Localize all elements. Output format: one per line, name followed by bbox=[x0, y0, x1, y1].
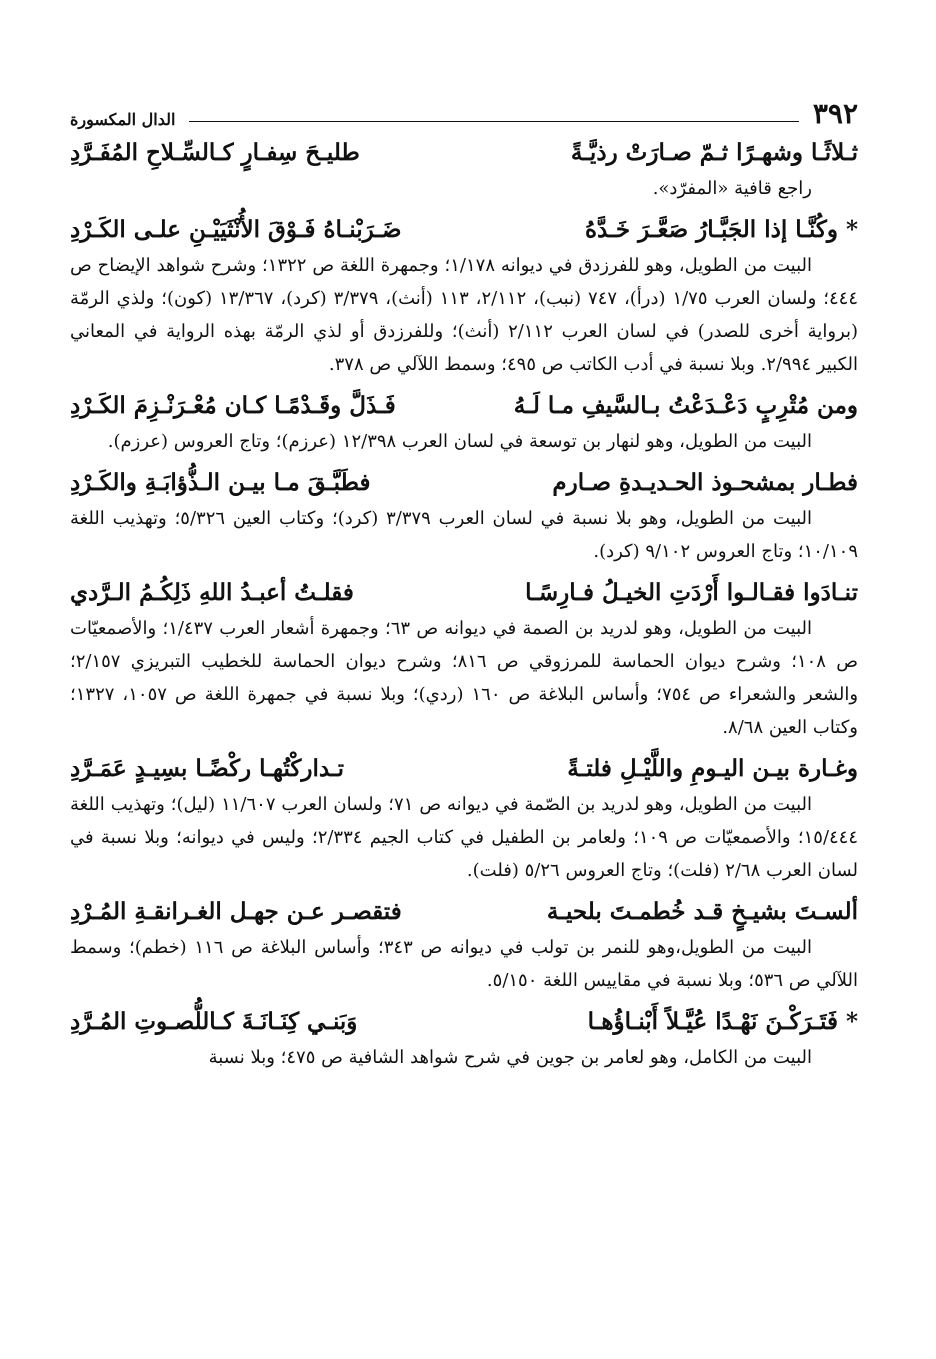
verse-line bbox=[70, 895, 858, 929]
verse-first-half bbox=[514, 389, 858, 423]
verse-first-half bbox=[588, 1005, 858, 1039]
verse-first-half bbox=[525, 576, 858, 610]
verse-first-half bbox=[547, 895, 858, 929]
verse-line bbox=[70, 1005, 858, 1039]
verse-hemistich-2: طليـحَ سِفـارٍ كـالسِّـلاحِ المُفَـرَّدِ bbox=[70, 139, 360, 166]
running-title: الدال المكسورة bbox=[70, 110, 176, 129]
entry-note: البيت من الكامل، وهو لعامر بن جوين في شرح شواهد الشافية ص ٤٧٥؛ وبلا نسبة bbox=[208, 1047, 812, 1068]
verse-line bbox=[70, 576, 858, 610]
verse-hemistich-2: فتقصـر عـن جهـل الغـرانقـةِ المُـرْدِ bbox=[70, 898, 402, 925]
verse-first-half bbox=[567, 752, 858, 786]
entry-note: البيت من الطويل، وهو للفرزدق في ديوانه ١/١٧٨؛ وجمهرة اللغة ص ١٣٢٢؛ وشرح شواهد الإيضاح ص ٤٤٤؛ ولسان العرب ١/٧٥ (درأ)، ٧٤٧ (نبب)، ٢/١١٢، ١١٣ (أنث)، ٣/٣٧٩ (كرد)، ١٣/٣٦٧ (كون)؛ ولذي الرمّة (برواية أخرى للصدر) في لسان العرب ٢/١١٢ (أنث)؛ وللفرزدق أو لذي الرمّة بهذه الرواية في المعاني الكبير ٢/٩٩٤. وبلا نسبة في أدب الكاتب ص ٤٩٥؛ وسمط اللآلي ص ٣٧٨. bbox=[70, 255, 858, 375]
verse-hemistich-2: ضَـرَبْنـاهُ فَـوْقَ الأُنْثَيَيْـنِ علـى الكَـرْدِ bbox=[70, 216, 402, 243]
verse-hemistich-2: تـداركْتُهـا ركْضًـا بسِيـدٍ عَمَـرَّدِ bbox=[70, 755, 345, 782]
verse-first-half bbox=[552, 466, 858, 500]
star-marker: * bbox=[845, 1008, 858, 1035]
verse-line bbox=[70, 136, 858, 170]
verse-first-half bbox=[585, 213, 858, 247]
verse-hemistich-1: فطـار بمشحـوذ الحـديـدةِ صـارم bbox=[552, 469, 858, 496]
verse-line bbox=[70, 466, 858, 500]
entry-note: البيت من الطويل، وهو لنهار بن توسعة في لسان العرب ١٢/٣٩٨ (عرزم)؛ وتاج العروس (عرزم). bbox=[107, 431, 812, 452]
entry-note: راجع قافية «المفرّد». bbox=[652, 178, 812, 199]
verse-first-half bbox=[571, 136, 858, 170]
entry-note: البيت من الطويل، وهو لدريد بن الصمة في ديوانه ص ٦٣؛ وجمهرة أشعار العرب ١/٤٣٧؛ والأصمعيّات ص ١٠٨؛ وشرح ديوان الحماسة للمرزوقي ص ٨١٦؛ وشرح ديوان الحماسة للخطيب التبريزي ٢/١٥٧؛ والشعر والشعراء ص ٧٥٤؛ وأساس البلاغة ص ١٦٠ (ردي)؛ وبلا نسبة في جمهرة اللغة ص ١٠٥٧، ١٣٢٧؛ وكتاب العين ٨/٦٨. bbox=[70, 618, 859, 738]
verse-hemistich-2: فقلـتُ أعبـدُ اللهِ ذَلِكُـمُ الـرَّدي bbox=[70, 579, 354, 606]
verse-hemistich-2: فطَبَّـقَ مـا بيـن الـذُّؤابَـةِ والكَـرْدِ bbox=[70, 469, 371, 496]
entry-note: البيت من الطويل، وهو بلا نسبة في لسان العرب ٣/٣٧٩ (كرد)؛ وكتاب العين ٥/٣٢٦؛ وتهذيب اللغة ١٠/١٠٩؛ وتاج العروس ٩/١٠٢ (كرد). bbox=[70, 508, 858, 562]
verse-hemistich-2: فَـذَلَّ وقَـدْمًـا كـان مُعْـرَنْـزِمَ الكَـرْدِ bbox=[70, 392, 396, 419]
page-header bbox=[70, 92, 858, 128]
star-marker: * bbox=[845, 216, 858, 243]
verse-line bbox=[70, 752, 858, 786]
entry-note: البيت من الطويل، وهو لدريد بن الصّمة في ديوانه ص ٧١؛ ولسان العرب ١١/٦٠٧ (ليل)؛ وتهذيب اللغة ١٥/٤٤٤؛ والأصمعيّات ص ١٠٩؛ ولعامر بن الطفيل في كتاب الجيم ٢/٣٣٤؛ وليس في ديوانه؛ وبلا نسبة في لسان العرب ٢/٦٨ (فلت)؛ وتاج العروس ٥/٢٦ (فلت). bbox=[70, 794, 859, 881]
verse-hemistich-1: ومن مُتْرِبٍ دَعْـدَعْتُ بـالسَّيفِ مـا لَـهُ bbox=[513, 392, 858, 419]
verse-hemistich-1: فَتَـرَكْـنَ نَهْـدًا عُيَّـلاً أَبْنـاؤُهـا bbox=[587, 1008, 838, 1035]
verse-hemistich-1: وغـارة بيـن اليـومِ واللَّيْـلِ فلتـةً bbox=[567, 755, 858, 782]
verse-hemistich-1: وكُنَّـا إذا الجَبَّـارُ صَعَّـرَ خَـدَّهُ bbox=[585, 216, 838, 243]
page-number: ٣٩٢ bbox=[812, 97, 858, 130]
verse-line bbox=[70, 389, 858, 423]
verse-line bbox=[70, 213, 858, 247]
entry-note: البيت من الطويل،وهو للنمر بن تولب في ديوانه ص ٣٤٣؛ وأساس البلاغة ص ١١٦ (خطم)؛ وسمط اللآلي ص ٥٣٦؛ وبلا نسبة في مقاييس اللغة ٥/١٥٠. bbox=[70, 937, 858, 991]
header-rule bbox=[189, 121, 798, 122]
verse-hemistich-1: ثـلاثًـا وشهـرًا ثـمّ صـارَتْ رذيَّـةً bbox=[570, 139, 858, 166]
verse-hemistich-1: ألسـتَ بشيـخٍ قـد خُطمـتَ بلحيـة bbox=[546, 898, 858, 925]
verse-hemistich-2: وَبَنـي كِنَـانَـةَ كـاللُّصـوتِ المُـرَّدِ bbox=[70, 1008, 358, 1035]
verse-hemistich-1: تنـادَوا فقـالـوا أَرْدَتِ الخيـلُ فـارِسًـا bbox=[525, 579, 858, 606]
